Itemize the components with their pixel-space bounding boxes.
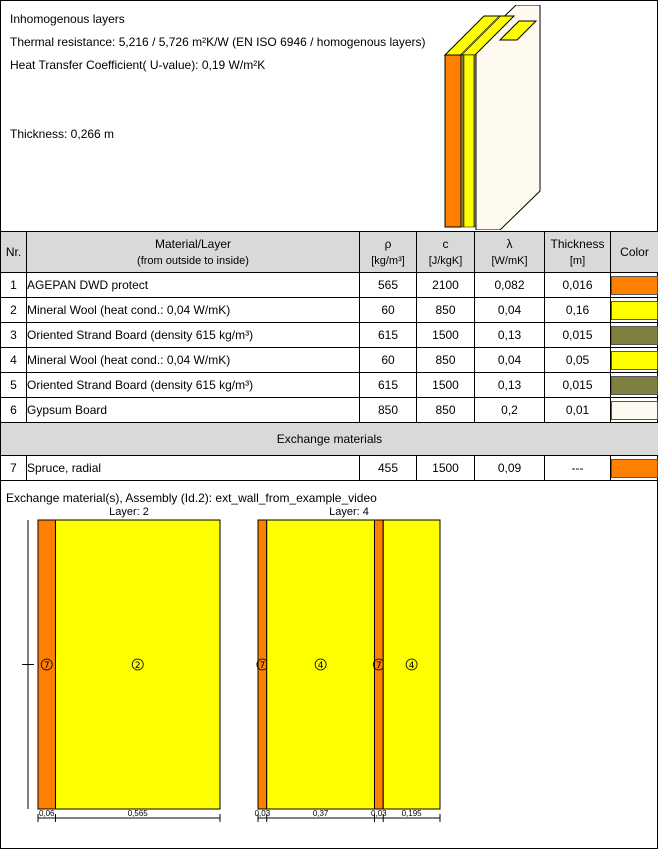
row-c: 2100 — [417, 273, 475, 298]
row-color — [611, 373, 658, 398]
wall-3d-preview — [440, 5, 545, 230]
row-thickness: 0,16 — [545, 298, 611, 323]
row-lambda: 0,082 — [475, 273, 545, 298]
exchange-materials-header — [1, 423, 658, 456]
segment-width-label: 0,03 — [371, 809, 387, 818]
row-thickness: 0,015 — [545, 373, 611, 398]
color-swatch — [611, 326, 658, 345]
row-nr: 4 — [1, 348, 27, 373]
row-thickness: --- — [545, 456, 611, 481]
material-marker-number: 7 — [375, 661, 382, 671]
row-nr: 1 — [1, 273, 27, 298]
row-material: AGEPAN DWD protect — [27, 273, 360, 298]
row-lambda: 0,13 — [475, 373, 545, 398]
color-swatch — [611, 401, 658, 420]
row-lambda: 0,04 — [475, 298, 545, 323]
row-color — [611, 273, 658, 298]
segment-width-label: 0,195 — [401, 809, 422, 818]
material-marker-number: 7 — [259, 661, 266, 671]
panel-layer-label: Layer: 2 — [109, 506, 149, 518]
row-thickness: 0,016 — [545, 273, 611, 298]
table-row — [1, 323, 658, 348]
row-c: 850 — [417, 348, 475, 373]
row-rho: 60 — [360, 348, 417, 373]
panel-layer-label: Layer: 4 — [329, 506, 369, 518]
color-swatch — [611, 301, 658, 320]
row-color — [611, 323, 658, 348]
row-nr: 3 — [1, 323, 27, 348]
assembly-drawing — [0, 500, 658, 840]
col-c-header: c [J/kgK] — [417, 232, 475, 273]
table-row — [1, 373, 658, 398]
color-swatch — [611, 351, 658, 370]
row-thickness: 0,05 — [545, 348, 611, 373]
thickness-text: Thickness: 0,266 m — [10, 127, 115, 141]
col-nr-header: Nr. — [1, 232, 27, 273]
row-c: 1500 — [417, 373, 475, 398]
segment-width-label: 0,06 — [38, 809, 55, 818]
row-thickness: 0,015 — [545, 323, 611, 348]
row-material: Mineral Wool (heat cond.: 0,04 W/mK) — [27, 298, 360, 323]
table-row — [1, 398, 658, 423]
row-nr: 7 — [1, 456, 27, 481]
page-title: Inhomogenous layers — [10, 12, 125, 26]
col-lambda-header: λ [W/mK] — [475, 232, 545, 273]
table-row — [1, 348, 658, 373]
layers-table — [0, 231, 658, 481]
row-c: 1500 — [417, 323, 475, 348]
segment-width-label: 0,565 — [127, 809, 148, 818]
row-nr: 2 — [1, 298, 27, 323]
table-row — [1, 456, 658, 481]
col-material-header: Material/Layer (from outside to inside) — [27, 232, 360, 273]
u-value-text: Heat Transfer Coefficient( U-value): 0,19 W/m²K — [10, 58, 266, 72]
row-color — [611, 298, 658, 323]
table-row — [1, 298, 658, 323]
row-rho: 565 — [360, 273, 417, 298]
col-thickness-header: Thickness [m] — [545, 232, 611, 273]
row-material: Mineral Wool (heat cond.: 0,04 W/mK) — [27, 348, 360, 373]
row-rho: 615 — [360, 323, 417, 348]
color-swatch — [611, 376, 658, 395]
material-marker-number: 7 — [43, 661, 50, 671]
row-nr: 6 — [1, 398, 27, 423]
row-rho: 615 — [360, 373, 417, 398]
exchange-materials-title: Exchange materials — [1, 423, 658, 456]
row-color — [611, 348, 658, 373]
row-c: 1500 — [417, 456, 475, 481]
row-nr: 5 — [1, 373, 27, 398]
material-marker-number: 2 — [134, 661, 141, 671]
col-color-header: Color — [611, 232, 658, 273]
table-row — [1, 273, 658, 298]
color-swatch — [611, 459, 658, 478]
row-lambda: 0,2 — [475, 398, 545, 423]
table-header-row — [1, 232, 658, 273]
row-color — [611, 398, 658, 423]
row-material: Oriented Strand Board (density 615 kg/m³) — [27, 373, 360, 398]
assembly-caption: Exchange material(s), Assembly (Id.2): ext_wall_from_example_video — [6, 491, 377, 505]
row-rho: 850 — [360, 398, 417, 423]
row-material: Gypsum Board — [27, 398, 360, 423]
segment-width-label: 0,37 — [312, 809, 329, 818]
row-c: 850 — [417, 298, 475, 323]
row-lambda: 0,13 — [475, 323, 545, 348]
color-swatch — [611, 276, 658, 295]
row-rho: 60 — [360, 298, 417, 323]
material-marker-number: 4 — [408, 661, 415, 671]
row-color — [611, 456, 658, 481]
row-material: Spruce, radial — [27, 456, 360, 481]
row-thickness: 0,01 — [545, 398, 611, 423]
row-lambda: 0,09 — [475, 456, 545, 481]
material-marker-number: 4 — [317, 661, 324, 671]
col-rho-header: ρ [kg/m³] — [360, 232, 417, 273]
segment-width-label: 0,03 — [254, 809, 271, 818]
row-material: Oriented Strand Board (density 615 kg/m³) — [27, 323, 360, 348]
row-c: 850 — [417, 398, 475, 423]
thermal-resistance-text: Thermal resistance: 5,216 / 5,726 m²K/W (EN ISO 6946 / homogenous layers) — [10, 35, 426, 49]
row-rho: 455 — [360, 456, 417, 481]
row-lambda: 0,04 — [475, 348, 545, 373]
